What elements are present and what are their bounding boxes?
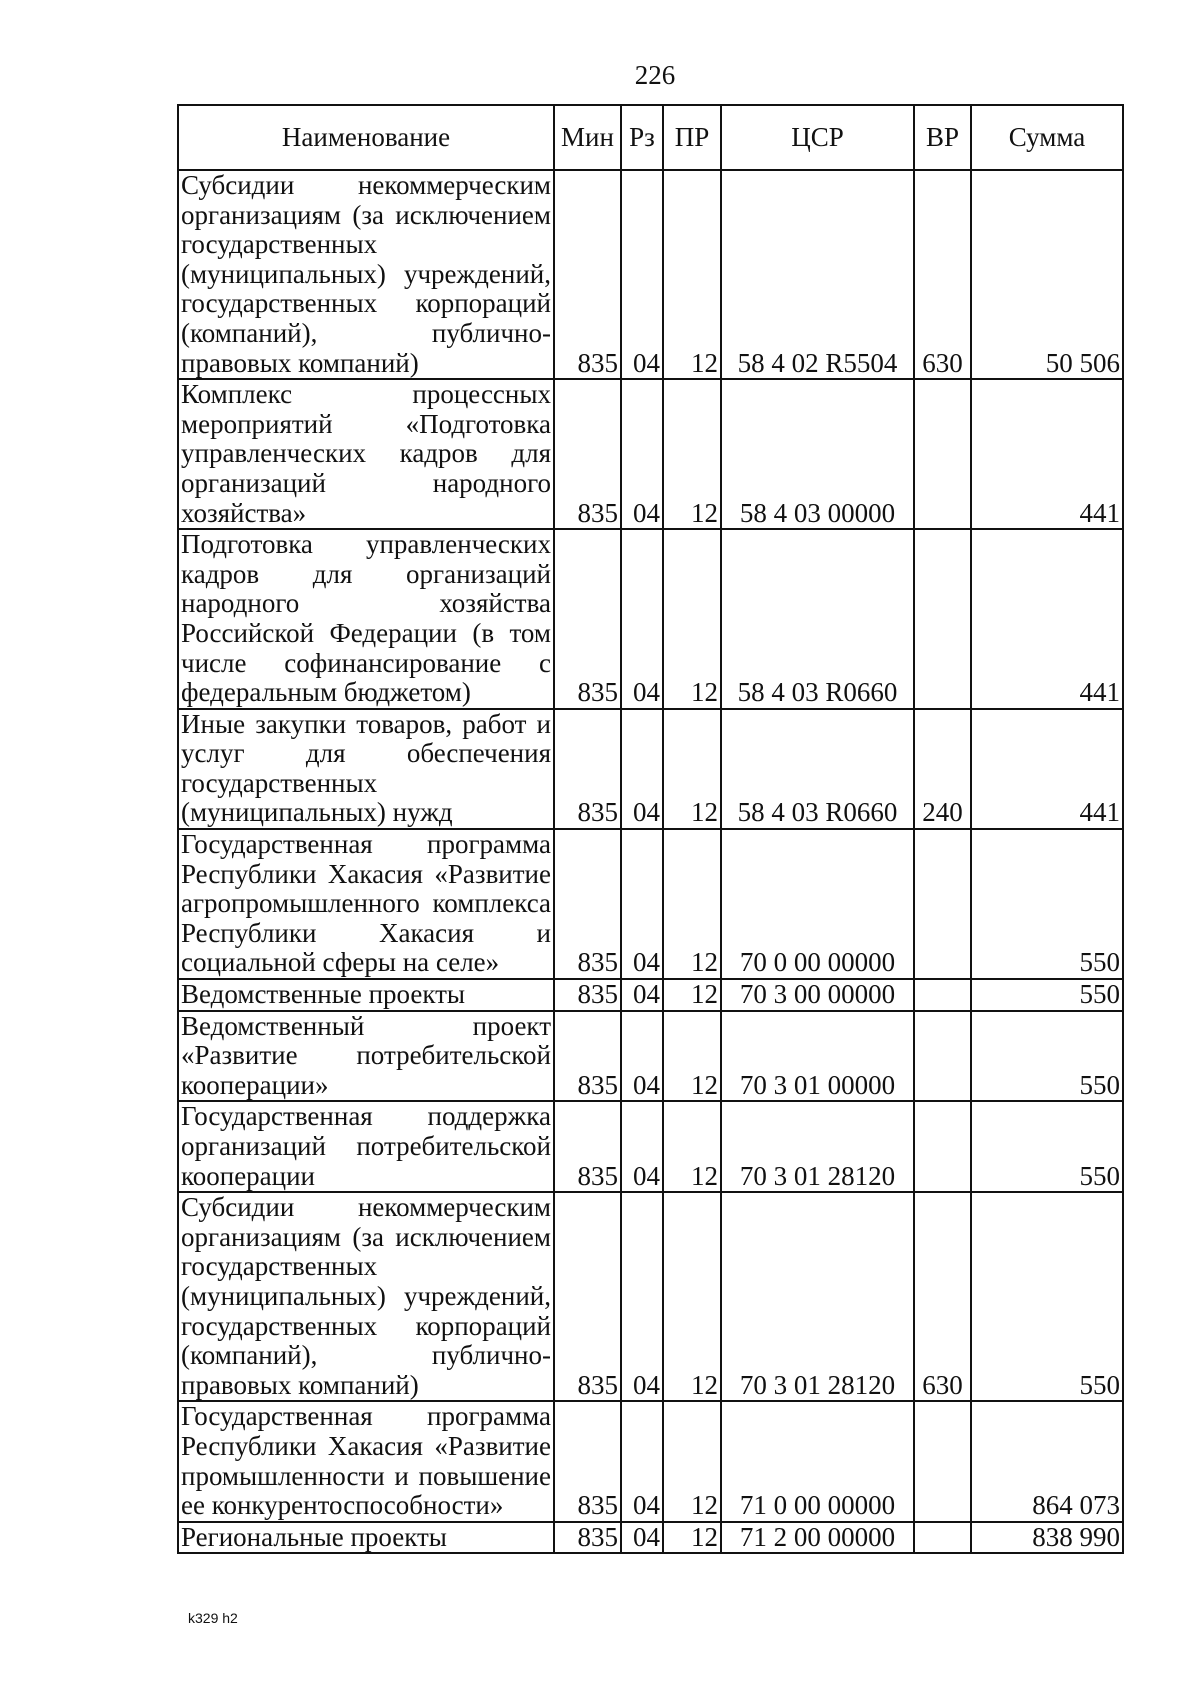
row-rz: 04 [621, 1522, 663, 1554]
row-csr: 70 3 01 00000 [721, 1011, 914, 1102]
row-rz: 04 [621, 709, 663, 829]
table-row [178, 379, 1123, 529]
row-name: Подготовка управленческих кадров для организаций народного хозяйства Российской Федерации (в том числе софинансирование с федеральным бюджетом) [178, 529, 554, 709]
row-name: Государственная поддержка организаций потребительской кооперации [178, 1101, 554, 1192]
row-vr: 630 [914, 170, 971, 379]
row-sum: 550 [971, 1011, 1123, 1102]
row-sum: 441 [971, 379, 1123, 529]
row-name: Ведомственный проект «Развитие потребительской кооперации» [178, 1011, 554, 1102]
row-name: Региональные проекты [178, 1522, 554, 1554]
row-csr: 58 4 03 00000 [721, 379, 914, 529]
table-row [178, 170, 1123, 379]
row-csr: 58 4 03 R0660 [721, 529, 914, 709]
row-rz: 04 [621, 170, 663, 379]
row-name: Субсидии некоммерческим организациям (за исключением государственных (муниципальных) учреждений, государственных корпораций (компаний), публично-правовых компаний) [178, 170, 554, 379]
row-min: 835 [554, 1101, 621, 1192]
row-min: 835 [554, 379, 621, 529]
row-csr: 70 3 01 28120 [721, 1101, 914, 1192]
row-pr: 12 [663, 1401, 721, 1521]
row-sum: 550 [971, 829, 1123, 979]
row-vr [914, 529, 971, 709]
row-pr: 12 [663, 1011, 721, 1102]
row-sum: 441 [971, 529, 1123, 709]
row-min: 835 [554, 170, 621, 379]
row-name: Иные закупки товаров, работ и услуг для обеспечения государственных (муниципальных) нужд [178, 709, 554, 829]
table-row [178, 1522, 1123, 1554]
row-csr: 58 4 03 R0660 [721, 709, 914, 829]
row-vr [914, 1522, 971, 1554]
budget-table [177, 104, 1124, 1554]
table-body [178, 170, 1123, 1553]
table-row [178, 529, 1123, 709]
row-min: 835 [554, 1401, 621, 1521]
row-min: 835 [554, 1011, 621, 1102]
row-min: 835 [554, 1522, 621, 1554]
row-pr: 12 [663, 1192, 721, 1401]
row-sum: 550 [971, 979, 1123, 1011]
row-vr [914, 379, 971, 529]
table-row [178, 829, 1123, 979]
row-min: 835 [554, 529, 621, 709]
header-name: Наименование [178, 105, 554, 170]
header-min: Мин [554, 105, 621, 170]
row-min: 835 [554, 709, 621, 829]
row-rz: 04 [621, 1101, 663, 1192]
row-pr: 12 [663, 170, 721, 379]
row-name: Ведомственные проекты [178, 979, 554, 1011]
row-min: 835 [554, 829, 621, 979]
row-sum: 441 [971, 709, 1123, 829]
row-sum: 864 073 [971, 1401, 1123, 1521]
row-pr: 12 [663, 709, 721, 829]
header-sum: Сумма [971, 105, 1123, 170]
row-min: 835 [554, 1192, 621, 1401]
row-vr: 240 [914, 709, 971, 829]
row-vr: 630 [914, 1192, 971, 1401]
row-rz: 04 [621, 379, 663, 529]
row-vr [914, 1101, 971, 1192]
row-vr [914, 979, 971, 1011]
row-csr: 58 4 02 R5504 [721, 170, 914, 379]
table-row [178, 979, 1123, 1011]
row-csr: 71 2 00 00000 [721, 1522, 914, 1554]
row-sum: 50 506 [971, 170, 1123, 379]
header-rz: Рз [621, 105, 663, 170]
row-vr [914, 829, 971, 979]
table-row [178, 709, 1123, 829]
row-min: 835 [554, 979, 621, 1011]
document-code: k329 h2 [188, 1610, 238, 1626]
row-sum: 550 [971, 1192, 1123, 1401]
row-name: Комплекс процессных мероприятий «Подготовка управленческих кадров для организаций народного хозяйства» [178, 379, 554, 529]
row-rz: 04 [621, 979, 663, 1011]
row-pr: 12 [663, 379, 721, 529]
row-name: Субсидии некоммерческим организациям (за исключением государственных (муниципальных) учреждений, государственных корпораций (компаний), публично-правовых компаний) [178, 1192, 554, 1401]
table-row [178, 1401, 1123, 1521]
row-csr: 71 0 00 00000 [721, 1401, 914, 1521]
row-rz: 04 [621, 529, 663, 709]
header-vr: ВР [914, 105, 971, 170]
row-csr: 70 3 01 28120 [721, 1192, 914, 1401]
row-name: Государственная программа Республики Хакасия «Развитие агропромышленного комплекса Республики Хакасия и социальной сферы на селе» [178, 829, 554, 979]
row-rz: 04 [621, 829, 663, 979]
row-sum: 550 [971, 1101, 1123, 1192]
row-pr: 12 [663, 529, 721, 709]
row-rz: 04 [621, 1401, 663, 1521]
row-vr [914, 1011, 971, 1102]
header-pr: ПР [663, 105, 721, 170]
row-csr: 70 0 00 00000 [721, 829, 914, 979]
header-csr: ЦСР [721, 105, 914, 170]
row-pr: 12 [663, 829, 721, 979]
row-sum: 838 990 [971, 1522, 1123, 1554]
row-rz: 04 [621, 1192, 663, 1401]
row-rz: 04 [621, 1011, 663, 1102]
row-pr: 12 [663, 1522, 721, 1554]
page-number: 226 [634, 60, 676, 90]
row-name: Государственная программа Республики Хакасия «Развитие промышленности и повышение ее конкурентоспособности» [178, 1401, 554, 1521]
table-header-row [178, 105, 1123, 170]
row-vr [914, 1401, 971, 1521]
table-row [178, 1011, 1123, 1102]
row-pr: 12 [663, 979, 721, 1011]
row-pr: 12 [663, 1101, 721, 1192]
table-row [178, 1101, 1123, 1192]
row-csr: 70 3 00 00000 [721, 979, 914, 1011]
table-row [178, 1192, 1123, 1401]
